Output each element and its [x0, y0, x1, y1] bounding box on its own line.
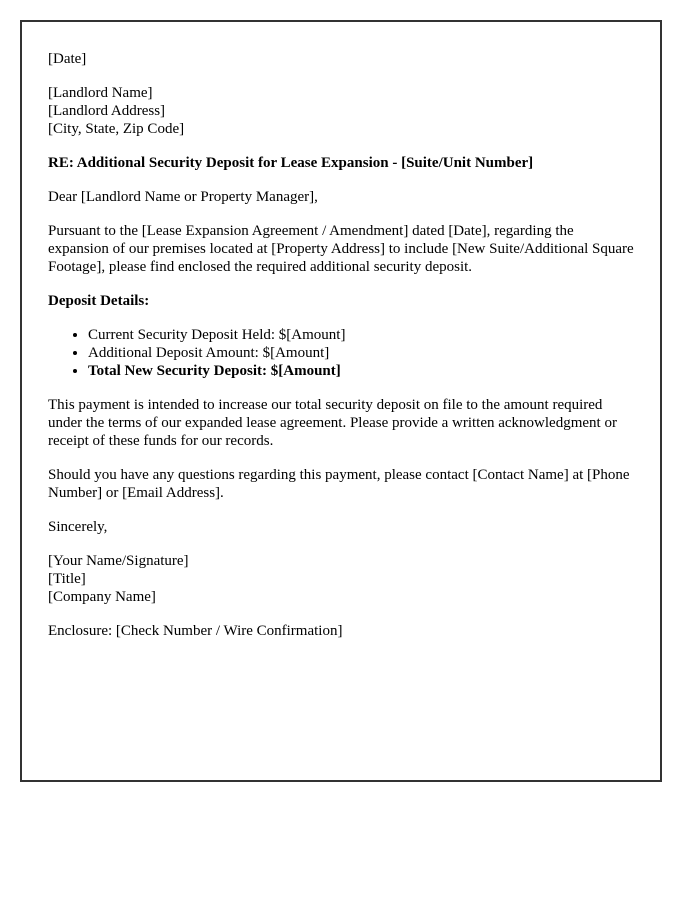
recipient-block — [48, 84, 634, 138]
deposit-details-heading: Deposit Details: — [48, 293, 150, 309]
subject-line: RE: Additional Security Deposit for Lease Expansion - [Suite/Unit Number] — [48, 155, 534, 171]
enclosure-line: Enclosure: [Check Number / Wire Confirmation] — [48, 623, 343, 639]
landlord-name: [Landlord Name] — [48, 85, 153, 101]
salutation: Dear [Landlord Name or Property Manager], — [48, 189, 318, 205]
deposit-item-total: • Total New Security Deposit: $[Amount] — [88, 362, 634, 380]
deposit-item-additional: • Additional Deposit Amount: $[Amount] — [88, 344, 634, 362]
signature-title: [Title] — [48, 571, 86, 587]
closing: Sincerely, — [48, 519, 108, 535]
deposit-details-list — [48, 326, 634, 380]
contact-paragraph: Should you have any questions regarding this payment, please contact [Contact Name] at [Phone Number] or [Email Address]. — [48, 467, 630, 501]
signature-company: [Company Name] — [48, 589, 156, 605]
landlord-address: [Landlord Address] — [48, 103, 166, 119]
deposit-item-current: • Current Security Deposit Held: $[Amount] — [88, 326, 634, 344]
payment-paragraph: This payment is intended to increase our total security deposit on file to the amount required under the terms of our expanded lease agreement. Please provide a written acknowledgment or receipt of these funds for our records. — [48, 397, 617, 449]
letter-page — [20, 20, 662, 782]
signature-block — [48, 552, 634, 606]
landlord-city-state-zip: [City, State, Zip Code] — [48, 121, 185, 137]
signature-name: [Your Name/Signature] — [48, 553, 189, 569]
date-line: [Date] — [48, 51, 87, 67]
intro-paragraph: Pursuant to the [Lease Expansion Agreement / Amendment] dated [Date], regarding the expansion of our premises located at [Property Address] to include [New Suite/Additional Square Footage], please find enclosed the required additional security deposit. — [48, 223, 634, 275]
